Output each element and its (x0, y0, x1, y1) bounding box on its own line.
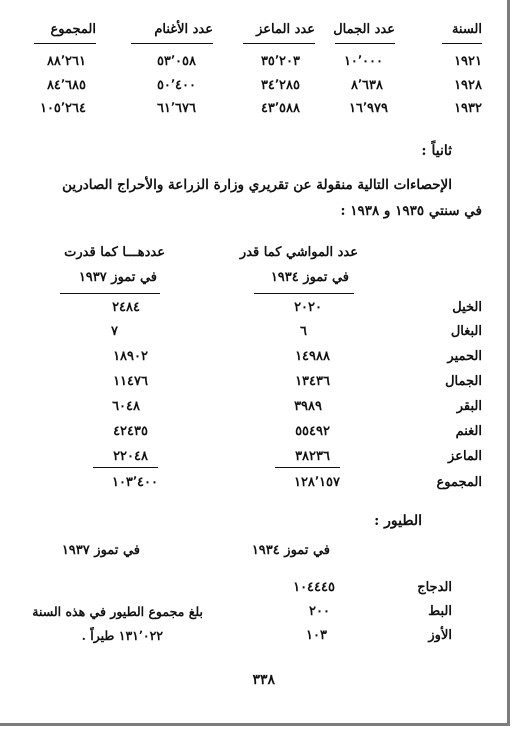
table2-total-1934: ١٢٨٬١٥٧ (293, 475, 340, 490)
table2-value-1934: ٣٨٢٣٦ (295, 449, 330, 464)
poultry-header-1937: في تموز ١٩٣٧ (61, 543, 140, 558)
table1-cell-camels: ١٠٬٠٠٠ (343, 54, 383, 69)
poultry-value-1934: ١٠٣ (306, 628, 327, 643)
table1-underline-year (442, 43, 482, 44)
table2-row-label: الحمير (447, 349, 482, 364)
table2-value-1934: ٢٠٢٠ (294, 300, 322, 315)
table2-row-label: الجمال (445, 374, 482, 389)
table1-underline-total (34, 43, 96, 44)
table1-cell-sheep: ٥٣٬٠٥٨ (156, 54, 196, 69)
table1-cell-year: ١٩٢٨ (454, 78, 482, 93)
poultry-row-label: الأوز (428, 628, 452, 643)
table2-header-1934-underline (254, 293, 354, 294)
poultry-value-1934: ٢٠٠ (309, 604, 330, 619)
poultry-row-label: البط (428, 604, 452, 619)
table2-header-1934-line2: في تموز ١٩٣٤ (270, 270, 349, 285)
table2-row-label: البقر (456, 399, 482, 414)
table1-header-goats: عدد الماعز (256, 22, 315, 37)
table2-value-1934: ١٣٤٣٦ (295, 374, 330, 389)
poultry-row-label: الدجاج (417, 580, 452, 595)
table2-value-1937: ٧ (111, 324, 118, 339)
table2-row-label: الخيل (452, 300, 482, 315)
table1-cell-total: ٨٤٬٦٨٥ (46, 78, 86, 93)
table1-underline-goats (243, 43, 315, 44)
table1-cell-goats: ٣٥٬٢٠٣ (260, 54, 300, 69)
table2-row-label: الماعز (448, 449, 482, 464)
table2-value-1937: ٤٢٤٣٥ (113, 424, 148, 439)
table2-total-1937: ١٠٣٬٤٠٠ (111, 475, 158, 490)
table2-value-1934: ٥٥٤٩٢ (295, 424, 330, 439)
table2-value-1937: ٢٤٨٤ (112, 300, 140, 315)
table2-value-1937: ١١٤٧٦ (113, 374, 148, 389)
page-number: ٣٣٨ (252, 672, 275, 688)
table2-value-1937: ٢٢٠٤٨ (113, 449, 148, 464)
table2-total-label: المجموع (436, 475, 482, 490)
section-heading: ثانياً : (421, 143, 452, 159)
poultry-note-line2: ١٣١٬٠٢٢ طيراً . (81, 628, 163, 643)
table2-value-1934: ٦ (300, 324, 307, 339)
table1-cell-goats: ٤٣٬٥٨٨ (260, 101, 300, 116)
table2-value-1934: ٣٩٨٩ (294, 399, 322, 414)
table2-row-label: البغال (450, 324, 482, 339)
table1-cell-year: ١٩٢١ (454, 54, 482, 69)
table1-cell-sheep: ٥٠٬٤٠٠ (156, 78, 196, 93)
poultry-header-1934: في تموز ١٩٣٤ (251, 543, 330, 558)
table2-header-1937-underline (60, 293, 160, 294)
table2-header-1934-line1: عدد المواشي كما قدر (239, 245, 358, 260)
table1-cell-camels: ٨٬٦٣٨ (350, 78, 383, 93)
paragraph-line: في سنتي ١٩٣٥ و ١٩٣٨ : (340, 203, 482, 219)
table2-row-label: الغنم (455, 424, 482, 439)
table1-cell-sheep: ٦١٬٦٧٦ (156, 101, 196, 116)
table2-header-1937-line2: في تموز ١٩٣٧ (78, 270, 157, 285)
table2-sum-rule-1937 (93, 467, 158, 468)
table2-value-1937: ٦٠٤٨ (112, 399, 140, 414)
table2-sum-rule-1934 (275, 467, 340, 468)
table1-cell-total: ١٠٥٬٢٦٤ (39, 101, 86, 116)
table1-underline-camels (335, 43, 395, 44)
table1-header-sheep: عدد الأغنام (154, 22, 213, 37)
paragraph-line: الإحصاءات التالية منقولة عن تقريري وزارة الزراعة والأحراج الصادرين (62, 177, 452, 193)
table1-header-camels: عدد الجمال (333, 22, 395, 37)
table2-value-1934: ١٤٩٨٨ (295, 349, 330, 364)
table1-cell-total: ٨٨٬٢٦١ (46, 54, 86, 69)
table1-underline-sheep (131, 43, 213, 44)
table1-header-year: السنة (451, 22, 482, 37)
table1-cell-goats: ٣٤٬٢٨٥ (260, 78, 300, 93)
poultry-note-line1: بلغ مجموع الطيور في هذه السنة (32, 604, 203, 619)
table1-header-total: المجموع (50, 22, 96, 37)
poultry-heading: الطيور : (374, 513, 422, 529)
table1-cell-year: ١٩٣٢ (454, 101, 482, 116)
table2-header-1937-line1: عددهـــا كما قدرت (64, 245, 165, 260)
table1-cell-camels: ١٦٬٩٧٩ (348, 101, 388, 116)
poultry-value-1934: ١٠٤٤٤٥ (293, 580, 335, 595)
table2-value-1937: ١٨٩٠٢ (113, 349, 148, 364)
